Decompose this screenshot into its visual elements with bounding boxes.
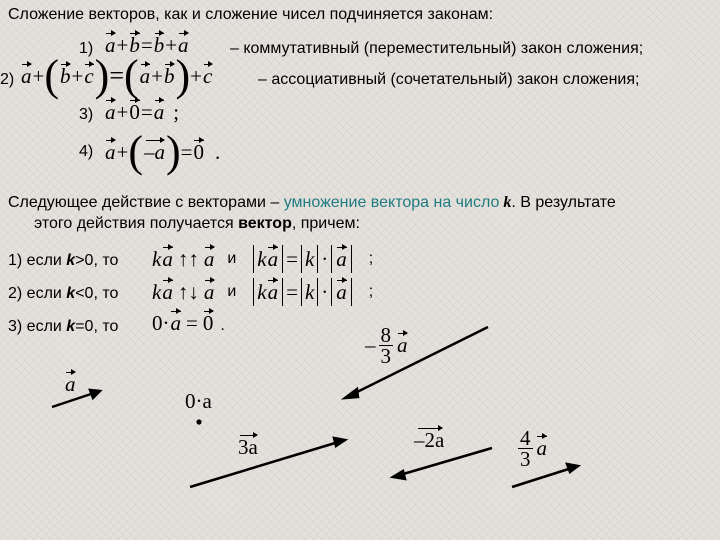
rule-1-condition: 1) если k>0, то bbox=[8, 252, 119, 269]
zero-vector-point bbox=[196, 419, 201, 424]
law-1-description: – коммутативный (переместительный) закон сложения; bbox=[230, 40, 644, 57]
law-1-formula: a+b=b+a bbox=[105, 33, 189, 57]
law-3-formula: a+0=a ; bbox=[105, 100, 180, 124]
rule-1-formula: k a ↑↑ a и k a = k · a ; bbox=[152, 245, 373, 273]
label-minus-two-a: –2a bbox=[414, 428, 445, 452]
law-4-number: 4) bbox=[79, 143, 94, 160]
rule-2-condition: 2) если k<0, то bbox=[8, 285, 119, 302]
law-2-number: 2) bbox=[0, 71, 15, 88]
paragraph-line-1: Следующее действие с векторами – умножение вектора на число k. В результате bbox=[8, 194, 616, 211]
label-four-thirds-a: $\frac{4}{3}$ a bbox=[520, 426, 547, 471]
page-title: Сложение векторов, как и сложение чисел подчиняется законам: bbox=[8, 6, 494, 23]
label-vector-a: a bbox=[65, 372, 76, 396]
paragraph-line-2: этого действия получается вектор, причем: bbox=[34, 215, 360, 232]
rule-3-formula: 0·a = 0 . bbox=[152, 311, 225, 335]
rule-3-condition: 3) если k=0, то bbox=[8, 318, 119, 335]
law-2-formula: a + ( b + c ) = ( a + b ) + c bbox=[21, 51, 213, 100]
law-2-description: – ассоциативный (сочетательный) закон сложения; bbox=[258, 71, 640, 88]
label-three-a: 3a bbox=[238, 435, 258, 459]
label-zero-a: 0·a bbox=[185, 389, 212, 413]
rule-2-formula: k a ↑↓ a и k a = k · a ; bbox=[152, 278, 373, 306]
label-minus-eight-thirds-a: – $\frac{8}{3}$ a bbox=[365, 323, 408, 368]
law-4-formula: a + ( –a ) = 0 . bbox=[105, 127, 221, 176]
law-3-number: 3) bbox=[79, 106, 94, 123]
law-1-number: 1) bbox=[79, 40, 94, 57]
vector-three-a-arrow bbox=[190, 440, 345, 487]
